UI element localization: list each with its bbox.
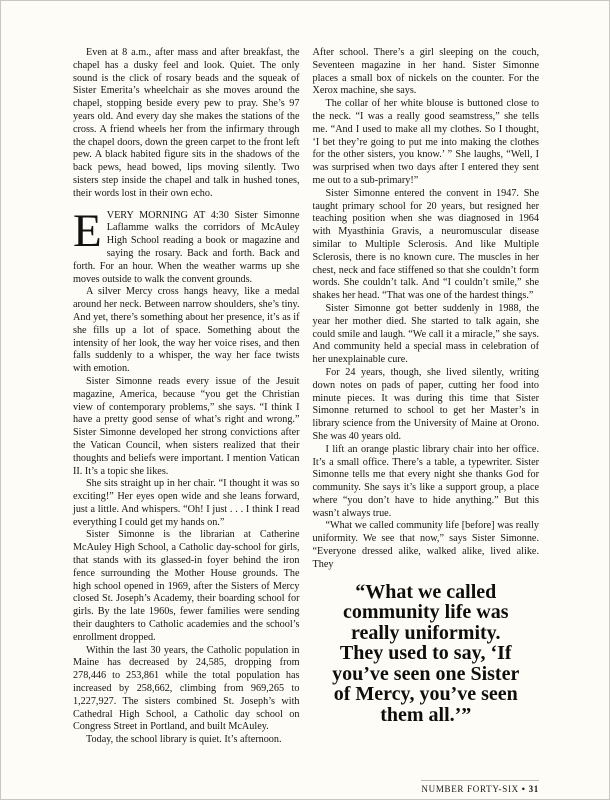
dropcap-letter: E [73, 204, 102, 257]
dropcap-paragraph-text: VERY MORNING AT 4:30 Sister Simonne Laflamme walks the corridors of McAuley High School reading a book or magazine and saying the rosary. Back and forth. Back and forth. For an hour. When the weather warms up she moves outside to walk the convent grounds. [73, 209, 300, 285]
pull-quote-line: you’ve seen one Sister [332, 662, 520, 685]
pull-quote-line: They used to say, ‘If [339, 642, 512, 665]
paragraph: Today, the school library is quiet. It’s afternoon. [86, 734, 282, 746]
paragraph: The collar of her white blouse is buttoned close to the neck. “I was a really good seamstress,” she tells me. “And I used to make all my clothes. So I thought, ‘I bet they’re going to put me into making the clothes for the other sisters, you know.’ ” She laughs, “Well, I was surprised when two days after I entered they sent me out to a sub-primary!” [312, 98, 539, 186]
pull-quote [313, 582, 540, 726]
page-number: • 31 [521, 784, 539, 794]
paragraph: For 24 years, though, she lived silently, writing down notes on pads of paper, cutting her food into minute pieces. It was during this time that Sister Simonne returned to school to get her Master’s in library science from the University of Maine at Orono. She was 40 years old. [312, 366, 539, 442]
paragraph: Even at 8 a.m., after mass and after breakfast, the chapel has a dusky feel and look. Quiet. The only sound is the click of rosary beads and the squeak of Sister Emerita’s wheelchair as she moves around the chapel, stopping beside every pew to pray. She’s 97 years old. And every day she makes the stations of the cross. A friend wheels her from the infirmary through the chapel doors, down the green carpet to the front left pew. A black habited figure sits in the shadows of the back pews, head bowed, lips moving silently. Two sisters step inside the chapel and talk in hushed tones, their words lost in their own echo. [73, 47, 300, 199]
paragraph: Within the last 30 years, the Catholic population in Maine has decreased by 24,585, dropping from 278,446 to 253,861 while the total population has increased by 258,662, climbing from 969,265 to 1,227,927. The sisters combined St. Joseph’s with Cathedral High School, a Catholic day school on Congress Street in Portland, and built McAuley. [73, 644, 300, 733]
two-column-layout [73, 47, 539, 747]
paragraph: She sits straight up in her chair. “I thought it was so exciting!” Her eyes open wide and she leans forward, just a little. And whispers. “Oh! I just . . . I think I read everything I could get my hands on.” [73, 478, 300, 528]
pull-quote-line: them all.’” [380, 703, 472, 726]
pull-quote-line: of Mercy, you’ve seen [333, 683, 518, 706]
paragraph: After school. There’s a girl sleeping on the couch, Seventeen magazine in her hand. Sister Simonne places a small box of nickels on the counter. For the Xerox machine, she says. [312, 47, 539, 97]
paragraph: Sister Simonne reads every issue of the Jesuit magazine, America, because “you get the Christian view of contemporary problems,” she says. “I think I have a pretty good sense of what’s right and wrong.” Sister Simonne developed her strong convictions after the Vatican Council, when sisters realized that their thoughts and beliefs were important. I mention Vatican II. It’s a topic she likes. [73, 375, 300, 477]
folio-footer [421, 780, 539, 794]
paragraph: “What we called community life [before] was really uniformity. We see that now,” says Sister Simonne. “Everyone dressed alike, walked alike, lived alike. They [312, 520, 539, 570]
left-column [73, 47, 300, 747]
pull-quote-line: community life was [342, 601, 509, 624]
issue-label: NUMBER FORTY-SIX [421, 784, 522, 794]
paragraph: Sister Simonne got better suddenly in 1988, the year her mother died. She started to talk again, she could smile and laugh. “We call it a miracle,” she says. And community held a special mass in celebration of her unexplainable cure. [312, 302, 539, 366]
paragraph: A silver Mercy cross hangs heavy, like a medal around her neck. Between narrow shoulders, she’s tiny. And yet, there’s something about her presence, it’s as if she fills up a lot of space. Something about the intensity of her look, the way her voice rises, and then falls suddenly to a whisper, the way her face twists with emotion. [73, 286, 300, 375]
dropcap-paragraph [73, 204, 300, 287]
paragraph: Sister Simonne entered the convent in 1947. She taught primary school for 20 years, but resigned her teaching position when she was diagnosed in 1964 with Myasthinia Gravis, a neuromuscular disease similar to Multiple Sclerosis. And like Multiple Sclerosis, there is no known cure. The muscles in her chest, neck and face stiffened so that she couldn’t form words. She couldn’t talk. And “I couldn’t smile,” she shakes her head. “That was one of the hardest things.” [312, 187, 539, 302]
paragraph: I lift an orange plastic library chair into her office. It’s a small office. There’s a table, a typewriter. Sister Simonne tells me that every night she thanks God for community. She says it’s like a support group, a place where “you don’t have to hide anything.” But this wasn’t always true. [312, 443, 539, 519]
pull-quote-line: “What we called [355, 580, 497, 603]
pull-quote-line: really uniformity. [350, 621, 501, 644]
right-column [313, 47, 540, 747]
paragraph: Sister Simonne is the librarian at Catherine McAuley High School, a Catholic day-school for girls, that stands with its glassed-in foyer behind the iron fence surrounding the Mother House grounds. The high school opened in 1969, after the Sisters of Mercy closed St. Joseph’s Academy, their boarding school for girls. By the late 1960s, fewer families were sending their daughters to Catholic academies and the school’s enrollment dropped. [73, 529, 300, 643]
